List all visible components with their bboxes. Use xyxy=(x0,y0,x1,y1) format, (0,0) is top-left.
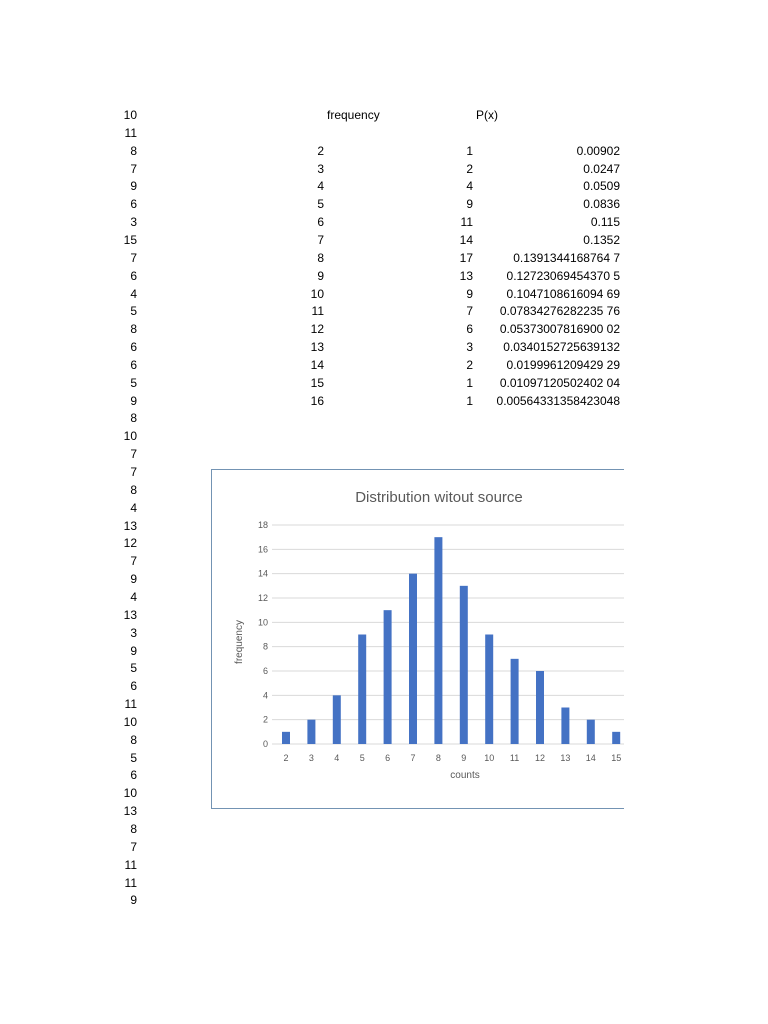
cell-a: 15 xyxy=(123,232,137,247)
cell-x: 2 xyxy=(317,143,324,158)
y-tick-label: 12 xyxy=(257,593,268,603)
y-tick-label: 4 xyxy=(262,690,268,701)
cell-x: 12 xyxy=(310,322,324,337)
bar[interactable] xyxy=(587,720,595,744)
cell-a: 7 xyxy=(130,161,137,176)
x-tick-label: 10 xyxy=(484,753,495,763)
cell-a: 6 xyxy=(130,357,137,372)
bar[interactable] xyxy=(434,537,442,744)
bar[interactable] xyxy=(612,732,620,744)
cell-x: 3 xyxy=(317,161,324,176)
cell-frequency: 3 xyxy=(466,340,473,355)
cell-x: 13 xyxy=(310,340,324,355)
cell-frequency: 6 xyxy=(466,322,473,337)
x-tick-label: 7 xyxy=(410,753,416,763)
cell-px: 0.0509 xyxy=(583,179,620,194)
cell-px: 0.115 xyxy=(590,215,620,230)
cell-a: 9 xyxy=(130,572,137,587)
cell-x: 7 xyxy=(317,232,324,247)
bar[interactable] xyxy=(536,671,544,744)
x-tick-label: 11 xyxy=(509,753,520,763)
cell-a: 6 xyxy=(130,679,137,694)
x-axis-label: counts xyxy=(450,770,480,781)
cell-a: 6 xyxy=(130,768,137,783)
cell-x: 5 xyxy=(317,197,324,212)
cell-a: 10 xyxy=(123,108,137,122)
cell-px: 0.0340152725639132 xyxy=(503,340,620,355)
bar[interactable] xyxy=(333,695,341,744)
cell-px: 0.1352 xyxy=(583,232,620,247)
y-tick-label: 18 xyxy=(257,520,268,530)
bar[interactable] xyxy=(358,635,366,745)
bar[interactable] xyxy=(460,586,468,744)
y-tick-label: 0 xyxy=(262,739,268,749)
cell-a: 4 xyxy=(130,589,137,604)
cell-a: 4 xyxy=(130,286,137,301)
cell-a: 8 xyxy=(130,482,137,497)
header-frequency: frequency xyxy=(327,108,380,122)
gridlines xyxy=(272,525,624,744)
cell-a: 11 xyxy=(124,697,137,712)
cell-a: 10 xyxy=(123,714,137,729)
cell-frequency: 7 xyxy=(466,304,473,319)
cell-px: 0.1391344168764 7 xyxy=(513,250,620,265)
cell-a: 9 xyxy=(130,393,137,408)
y-tick-label: 10 xyxy=(257,617,268,628)
y-tick-label: 14 xyxy=(257,568,268,579)
bar-chart xyxy=(212,470,624,808)
x-tick-label: 8 xyxy=(435,753,441,763)
cell-px: 0.0199961209429 29 xyxy=(506,357,620,372)
cell-a: 3 xyxy=(130,625,137,640)
bar[interactable] xyxy=(307,720,315,744)
cell-a: 6 xyxy=(130,197,137,212)
cell-frequency: 1 xyxy=(466,143,473,158)
cell-a: 3 xyxy=(130,215,137,230)
cell-a: 8 xyxy=(130,732,137,747)
cell-frequency: 1 xyxy=(466,375,473,390)
cell-px: 0.0836 xyxy=(583,197,620,212)
cell-a: 5 xyxy=(130,661,137,676)
cell-px: 0.00902 xyxy=(576,143,620,158)
cell-a: 8 xyxy=(130,822,137,836)
cell-a: 9 xyxy=(130,179,137,194)
x-tick-label: 4 xyxy=(334,753,340,763)
bar[interactable] xyxy=(409,574,417,744)
y-axis-ticks xyxy=(258,520,268,749)
cell-x: 9 xyxy=(317,268,324,283)
cell-px: 0.0247 xyxy=(583,161,620,176)
cell-px: 0.12723069454370 5 xyxy=(506,268,620,283)
cell-px: 0.07834276282235 76 xyxy=(499,304,620,319)
cell-frequency: 13 xyxy=(459,268,473,283)
cell-a: 6 xyxy=(130,340,137,355)
cell-x: 8 xyxy=(317,250,324,265)
cell-a: 7 xyxy=(130,839,137,854)
cell-a: 4 xyxy=(130,500,137,515)
cell-a: 5 xyxy=(130,304,137,319)
cell-px: 0.1047108616094 69 xyxy=(506,286,620,301)
bar[interactable] xyxy=(561,708,569,745)
cell-a: 7 xyxy=(130,447,137,462)
bar[interactable] xyxy=(282,732,290,744)
chart-container[interactable] xyxy=(211,469,624,809)
chart-title: Distribution witout source xyxy=(355,489,523,506)
y-tick-label: 8 xyxy=(262,641,268,652)
x-tick-label: 12 xyxy=(534,753,546,763)
cell-frequency: 9 xyxy=(466,197,473,212)
cell-px: 0.01097120502402 04 xyxy=(499,375,620,390)
bar[interactable] xyxy=(511,659,519,744)
cell-a: 9 xyxy=(130,893,137,908)
cell-a: 10 xyxy=(123,786,137,801)
cell-frequency: 11 xyxy=(460,215,473,230)
cell-a: 6 xyxy=(130,268,137,283)
cell-x: 11 xyxy=(311,304,324,319)
y-tick-label: 16 xyxy=(257,544,268,555)
x-tick-label: 5 xyxy=(359,753,365,763)
cell-a: 7 xyxy=(130,465,137,479)
header-px: P(x) xyxy=(476,108,498,122)
cell-a: 9 xyxy=(130,643,137,658)
x-tick-label: 15 xyxy=(611,753,622,763)
cell-frequency: 2 xyxy=(466,161,473,176)
cell-frequency: 9 xyxy=(466,286,473,301)
cell-a: 12 xyxy=(123,536,137,551)
cell-px: 0.05373007816900 02 xyxy=(499,322,620,337)
cell-a: 13 xyxy=(123,804,137,819)
bars xyxy=(282,537,620,744)
cell-x: 14 xyxy=(310,357,324,372)
cell-px: 0.00564331358423048 xyxy=(496,393,620,408)
cell-frequency: 2 xyxy=(466,357,473,372)
cell-frequency: 4 xyxy=(466,179,473,194)
x-tick-label: 2 xyxy=(283,753,289,763)
cell-frequency: 14 xyxy=(459,232,473,247)
cell-x: 10 xyxy=(310,286,324,301)
cell-x: 6 xyxy=(317,215,324,230)
x-tick-label: 13 xyxy=(560,753,571,763)
cell-a: 8 xyxy=(130,322,137,337)
cell-a: 7 xyxy=(130,554,137,569)
cell-a: 11 xyxy=(124,125,137,140)
y-tick-label: 2 xyxy=(262,714,268,725)
cell-a: 13 xyxy=(123,518,137,533)
cell-x: 16 xyxy=(310,393,324,408)
cell-a: 8 xyxy=(130,411,137,426)
y-tick-label: 6 xyxy=(262,666,268,676)
cell-x: 15 xyxy=(310,375,324,390)
x-tick-label: 14 xyxy=(585,753,596,763)
cell-a: 7 xyxy=(130,250,137,265)
cell-a: 11 xyxy=(124,857,137,872)
bar[interactable] xyxy=(384,610,392,744)
bar[interactable] xyxy=(485,635,493,745)
x-tick-label: 9 xyxy=(461,753,467,763)
cell-x: 4 xyxy=(317,179,324,194)
cell-frequency: 1 xyxy=(466,393,473,408)
x-axis-ticks xyxy=(283,753,621,763)
cell-a: 13 xyxy=(123,607,137,622)
cell-a: 5 xyxy=(130,375,137,390)
cell-frequency: 17 xyxy=(459,250,473,265)
cell-a: 11 xyxy=(124,875,137,890)
y-axis-label: frequency xyxy=(234,620,245,664)
cell-a: 8 xyxy=(130,143,137,158)
x-tick-label: 6 xyxy=(385,753,391,763)
x-tick-label: 3 xyxy=(308,753,314,763)
cell-a: 10 xyxy=(123,429,137,444)
cell-a: 5 xyxy=(130,750,137,765)
